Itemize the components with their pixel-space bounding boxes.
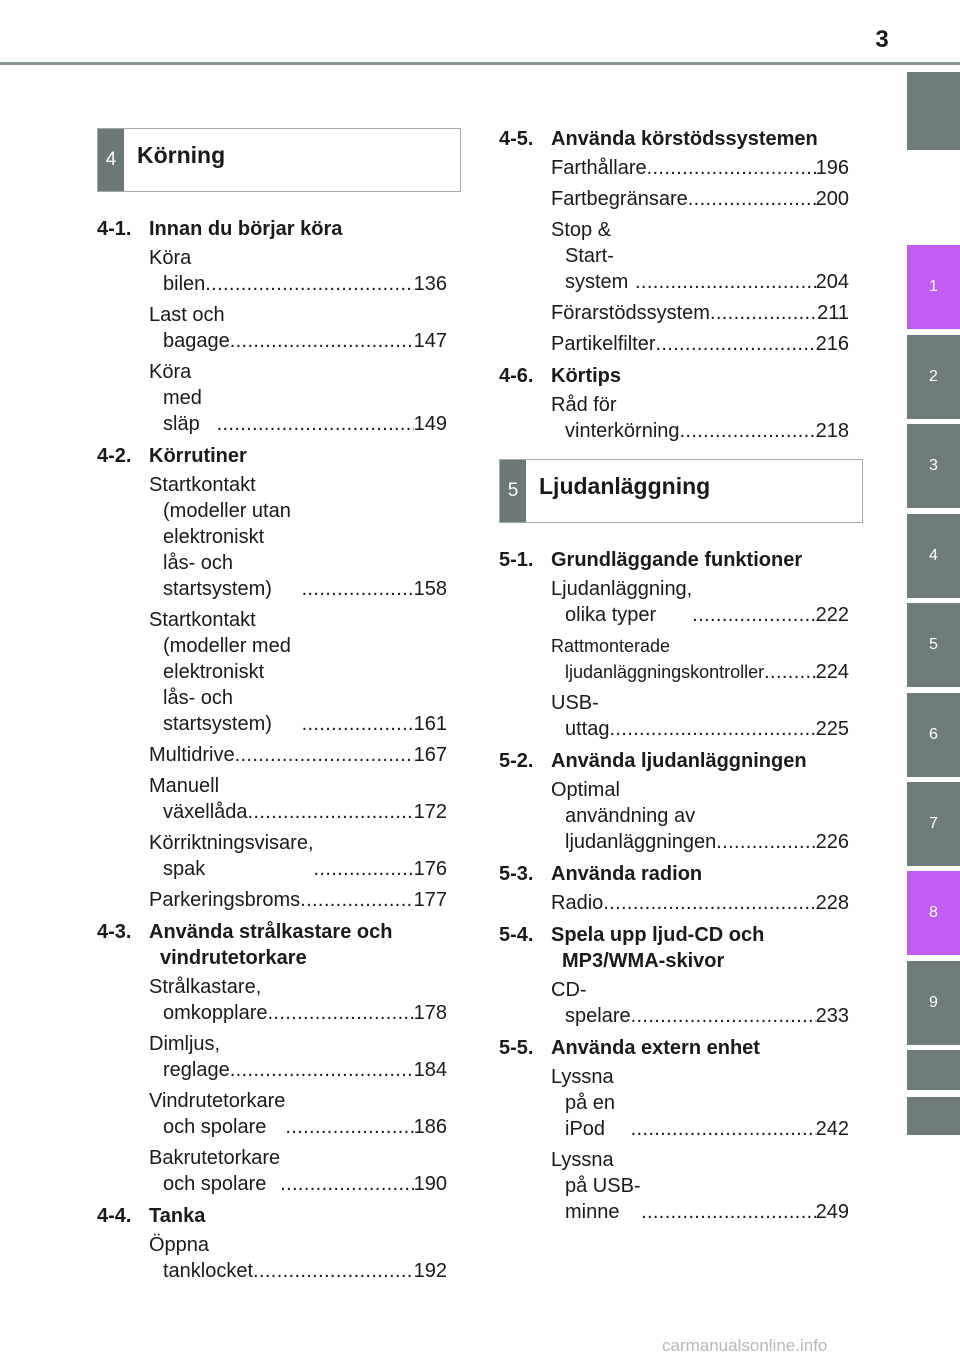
section-title[interactable]: Använda ljudanläggningen [551, 750, 807, 772]
leader-dots [253, 1258, 414, 1284]
leader-dots [280, 1171, 413, 1197]
toc-entry[interactable] [551, 331, 849, 357]
leader-dots [302, 576, 414, 602]
section-heading [97, 1203, 467, 1229]
section-number: 4-3. [97, 921, 132, 943]
section-heading [499, 861, 869, 887]
entry-text: Dimljus, reglage [149, 1033, 230, 1081]
toc-entry[interactable] [149, 887, 447, 913]
toc-entry[interactable] [551, 977, 849, 1029]
section-title[interactable]: Använda körstödssystemen [551, 128, 818, 150]
section-number: 4-6. [499, 365, 534, 387]
leader-dots [302, 711, 414, 737]
leader-dots [235, 742, 414, 768]
section-number: 5-2. [499, 750, 534, 772]
chapter-heading-box [499, 459, 863, 523]
entry-text: Partikelfilter [551, 333, 656, 355]
leader-dots [285, 1114, 413, 1140]
section-title[interactable]: Körtips [551, 365, 621, 387]
leader-dots [314, 856, 414, 882]
toc-section [499, 748, 869, 855]
section-heading [499, 748, 869, 774]
section-title[interactable]: Använda extern enhet [551, 1037, 760, 1059]
toc-entry[interactable] [149, 607, 447, 737]
entry-text: Farthållare [551, 157, 647, 179]
entry-text: Ljudanläggning, olika typer [551, 578, 693, 626]
toc-entry[interactable] [551, 890, 849, 916]
entry-page-number: 136 [413, 273, 447, 295]
toc-entry[interactable] [551, 155, 849, 181]
chapter-tab[interactable]: 4 [907, 514, 960, 598]
entry-page-number: 177 [413, 889, 447, 911]
toc-entry[interactable] [551, 576, 849, 628]
entry-page-number: 176 [413, 858, 447, 880]
entry-text: Startkontakt (modeller med elektroniskt lås- och startsystem) [149, 609, 291, 735]
toc-entry[interactable] [149, 1031, 447, 1083]
section-number: 4-2. [97, 445, 132, 467]
section-heading [499, 922, 869, 974]
entry-text: Köra med släp [149, 361, 202, 435]
header-rule [0, 62, 960, 65]
toc-section [97, 919, 467, 1197]
toc-entry[interactable] [149, 302, 447, 354]
leader-dots [716, 829, 815, 855]
section-title[interactable]: Spela upp ljud-CD och MP3/WMA-skivor [551, 924, 765, 972]
entry-text: Råd för vinterkörning [551, 394, 680, 442]
section-title[interactable]: Körrutiner [149, 445, 247, 467]
entry-text: Rattmonterade ljudanläggningskontroller [551, 636, 765, 682]
chapter-number: 4 [98, 129, 124, 191]
entry-text: Körriktningsvisare, spak [149, 832, 314, 880]
toc-entry[interactable] [149, 1145, 447, 1197]
leader-dots [692, 602, 815, 628]
entry-text: Fartbegränsare [551, 188, 688, 210]
leader-dots [268, 1000, 414, 1026]
section-heading [499, 363, 869, 389]
chapter-tab[interactable] [907, 1050, 960, 1090]
section-heading [97, 919, 467, 971]
section-number: 4-5. [499, 128, 534, 150]
section-number: 4-4. [97, 1205, 132, 1227]
leader-dots [655, 331, 815, 357]
toc-entry[interactable] [149, 359, 447, 437]
entry-text: Lyssna på USB-minne [551, 1149, 641, 1223]
entry-text: Multidrive [149, 744, 235, 766]
entry-text: Radio [551, 892, 604, 914]
entry-page-number: 225 [815, 718, 849, 740]
entry-page-number: 233 [815, 1005, 849, 1027]
section-heading [97, 443, 467, 469]
toc-section [97, 1203, 467, 1284]
toc-entry[interactable] [149, 830, 447, 882]
entry-page-number: 147 [413, 330, 447, 352]
leader-dots [248, 799, 414, 825]
chapter-tab[interactable]: 1 [907, 245, 960, 329]
watermark: carmanualsonline.info [662, 1336, 828, 1355]
leader-dots [631, 1116, 816, 1142]
section-number: 5-1. [499, 549, 534, 571]
toc-entry[interactable] [149, 1088, 447, 1140]
toc-entry[interactable] [149, 472, 447, 602]
entry-text: Last och bagage [149, 304, 230, 352]
toc-entry[interactable] [551, 1147, 849, 1225]
chapter-tab[interactable]: 9 [907, 961, 960, 1045]
leader-dots [647, 155, 816, 181]
leader-dots [230, 328, 414, 354]
entry-text: Stop & Start-system [551, 219, 629, 293]
entry-page-number: 184 [413, 1059, 447, 1081]
chapter-tab[interactable]: 6 [907, 693, 960, 777]
toc-section [97, 216, 467, 437]
toc-entry[interactable] [551, 690, 849, 742]
chapter-tab[interactable]: 3 [907, 424, 960, 508]
entry-text: Startkontakt (modeller utan elektroniskt lås- och startsystem) [149, 474, 291, 600]
section-number: 4-1. [97, 218, 132, 240]
leader-dots [205, 271, 413, 297]
chapter-number: 5 [500, 460, 526, 522]
entry-text: Parkeringsbroms [149, 889, 301, 911]
toc-column-left [97, 128, 467, 1289]
entry-page-number: 249 [815, 1201, 849, 1223]
toc-entry[interactable] [551, 392, 849, 444]
leader-dots [710, 300, 817, 326]
entry-page-number: 204 [815, 271, 849, 293]
chapter-heading-box [97, 128, 461, 192]
section-heading [97, 216, 467, 242]
chapter-tab[interactable]: 2 [907, 335, 960, 419]
entry-page-number: 211 [817, 302, 849, 324]
entry-page-number: 149 [413, 413, 447, 435]
leader-dots [217, 411, 414, 437]
toc-entry[interactable] [551, 300, 849, 326]
leader-dots [631, 1003, 816, 1029]
section-heading [499, 547, 869, 573]
toc-section [97, 443, 467, 913]
leader-dots [641, 1199, 816, 1225]
leader-dots [300, 887, 413, 913]
leader-dots [764, 659, 816, 685]
leader-dots [635, 269, 816, 295]
section-heading [499, 126, 869, 152]
toc-section [499, 922, 869, 1029]
toc-entry[interactable] [551, 1064, 849, 1142]
toc-entry[interactable] [149, 773, 447, 825]
toc-entry[interactable] [149, 742, 447, 768]
chapter-tab-strip [907, 0, 960, 1360]
entry-text: Bakrutetorkare och spolare [149, 1147, 281, 1195]
chapter-title[interactable]: Körning [137, 141, 226, 168]
page-number: 3 [875, 26, 889, 53]
leader-dots [230, 1057, 414, 1083]
entry-page-number: 242 [815, 1118, 849, 1140]
toc-entry[interactable] [149, 1232, 447, 1284]
leader-dots [609, 716, 815, 742]
entry-page-number: 222 [815, 604, 849, 626]
section-title[interactable]: Använda radion [551, 863, 703, 885]
toc-entry[interactable] [551, 777, 849, 855]
entry-page-number: 190 [413, 1173, 447, 1195]
entry-page-number: 228 [815, 892, 849, 914]
chapter-tab[interactable] [907, 1097, 960, 1135]
entry-text: Öppna tanklocket [149, 1234, 254, 1282]
entry-page-number: 224 [815, 661, 849, 683]
toc-section [499, 861, 869, 916]
entry-page-number: 158 [413, 578, 447, 600]
entry-page-number: 178 [413, 1002, 447, 1024]
entry-text: Förarstödssystem [551, 302, 710, 324]
entry-page-number: 161 [413, 713, 447, 735]
section-number: 5-4. [499, 924, 534, 946]
section-heading [499, 1035, 869, 1061]
entry-page-number: 226 [815, 831, 849, 853]
entry-page-number: 172 [413, 801, 447, 823]
leader-dots [603, 890, 815, 916]
entry-text: Köra bilen [149, 247, 206, 295]
toc-entry[interactable] [551, 186, 849, 212]
chapter-tab[interactable]: 8 [907, 871, 960, 955]
entry-text: CD-spelare [551, 979, 631, 1027]
toc-entry[interactable] [149, 245, 447, 297]
chapter-title[interactable]: Ljudanläggning [539, 472, 711, 499]
entry-text: USB-uttag [551, 692, 610, 740]
chapter-tab[interactable]: 5 [907, 603, 960, 687]
chapter-tab[interactable] [907, 72, 960, 150]
toc-column-right [499, 120, 869, 1230]
leader-dots [680, 418, 816, 444]
entry-text: Vindrutetorkare och spolare [149, 1090, 286, 1138]
section-title[interactable]: Grundläggande funktioner [551, 549, 803, 571]
section-title[interactable]: Innan du börjar köra [149, 218, 343, 240]
chapter-tab[interactable]: 7 [907, 782, 960, 866]
entry-page-number: 196 [815, 157, 849, 179]
section-title[interactable]: Använda strålkastare och vindrutetorkare [149, 921, 393, 969]
section-title[interactable]: Tanka [149, 1205, 206, 1227]
toc-section [499, 363, 869, 444]
entry-page-number: 200 [815, 188, 849, 210]
toc-entry[interactable] [551, 217, 849, 295]
entry-text: Manuell växellåda [149, 775, 248, 823]
section-number: 5-5. [499, 1037, 534, 1059]
entry-text: Lyssna på en iPod [551, 1066, 616, 1140]
entry-page-number: 186 [413, 1116, 447, 1138]
toc-entry[interactable] [149, 974, 447, 1026]
toc-section [499, 126, 869, 357]
leader-dots [688, 186, 816, 212]
entry-text: Strålkastare, omkopplare [149, 976, 268, 1024]
entry-page-number: 218 [815, 420, 849, 442]
section-number: 5-3. [499, 863, 534, 885]
entry-page-number: 216 [815, 333, 849, 355]
toc-section [499, 1035, 869, 1225]
entry-text: Optimal användning av ljudanläggningen [551, 779, 717, 853]
toc-entry[interactable] [551, 633, 849, 685]
toc-section [499, 547, 869, 742]
entry-page-number: 167 [413, 744, 447, 766]
entry-page-number: 192 [413, 1260, 447, 1282]
